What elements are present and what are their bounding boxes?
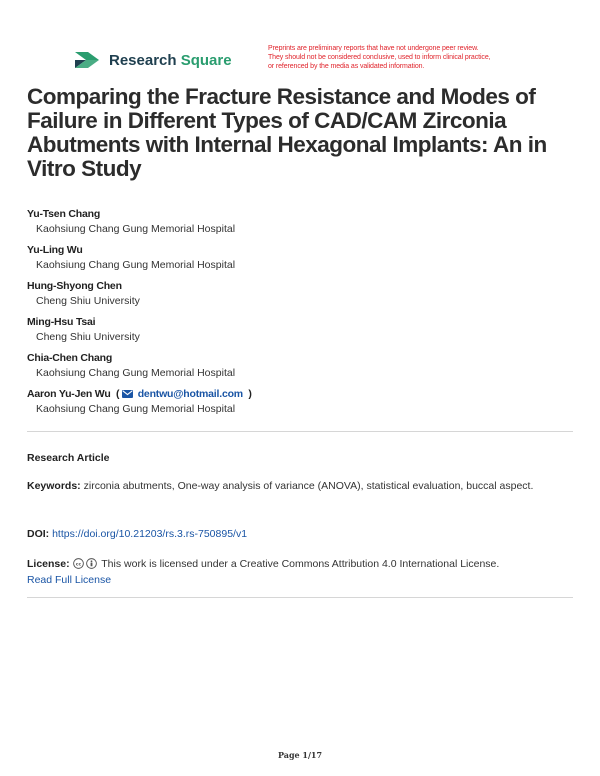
cc-icon xyxy=(73,558,84,569)
keywords-value: zirconia abutments, One-way analysis of variance (ANOVA), statistical evaluation, buccal aspect. xyxy=(83,480,534,492)
license xyxy=(27,556,567,588)
doi-label: DOI: xyxy=(27,528,50,540)
article-type: Research Article xyxy=(27,452,110,464)
doi-link[interactable]: https://doi.org/10.21203/rs.3.rs-750895/v1 xyxy=(52,528,248,540)
email-close-paren: ) xyxy=(245,388,252,400)
author-name[interactable]: Hung-Shyong Chen xyxy=(27,280,122,292)
keywords-label: Keywords: xyxy=(27,480,81,492)
license-label: License: xyxy=(27,558,70,570)
keywords xyxy=(27,478,567,494)
author-name[interactable]: Aaron Yu-Jen Wu xyxy=(27,388,111,400)
author-name[interactable]: Chia-Chen Chang xyxy=(27,352,113,364)
author-email-link[interactable]: dentwu@hotmail.com xyxy=(137,388,243,400)
brand-name xyxy=(109,52,232,69)
author-affiliation: Kaohsiung Chang Gung Memorial Hospital xyxy=(36,223,236,235)
brand-header xyxy=(73,46,232,74)
brand-name-part2: Square xyxy=(180,51,232,69)
author-entry xyxy=(27,351,575,387)
preprint-notice xyxy=(268,44,538,71)
svg-text:cc: cc xyxy=(75,562,81,568)
author-entry xyxy=(27,315,575,351)
author-entry xyxy=(27,243,575,279)
page-number: Page 1/17 xyxy=(277,750,323,760)
author-list xyxy=(27,207,575,423)
author-entry xyxy=(27,207,575,243)
email-open-paren: ( xyxy=(113,388,120,400)
license-text: This work is licensed under a Creative Commons Attribution 4.0 International License. xyxy=(101,558,500,570)
author-affiliation: Cheng Shiu University xyxy=(36,295,140,307)
author-entry xyxy=(27,387,575,423)
divider xyxy=(27,431,573,432)
author-affiliation: Cheng Shiu University xyxy=(36,331,140,343)
author-affiliation: Kaohsiung Chang Gung Memorial Hospital xyxy=(36,403,236,415)
author-name[interactable]: Ming-Hsu Tsai xyxy=(27,316,96,328)
paper-title: Comparing the Fracture Resistance and Modes of Failure in Different Types of CAD/CAM Zirconia Abutments with Internal Hexagonal Implants: An in Vitro Study xyxy=(27,84,547,181)
doi xyxy=(27,526,567,542)
author-name[interactable]: Yu-Ling Wu xyxy=(27,244,83,256)
notice-line-2: They should not be considered conclusive, used to inform clinical practice, xyxy=(268,54,491,61)
corresponding-author xyxy=(27,387,575,401)
notice-line-3: or referenced by the media as validated information. xyxy=(268,63,425,70)
by-icon xyxy=(86,558,97,569)
divider xyxy=(27,597,573,598)
author-entry xyxy=(27,279,575,315)
brand-name-part1: Research xyxy=(109,51,177,69)
author-affiliation: Kaohsiung Chang Gung Memorial Hospital xyxy=(36,259,236,271)
mail-icon xyxy=(122,390,133,398)
author-affiliation: Kaohsiung Chang Gung Memorial Hospital xyxy=(36,367,236,379)
research-square-logo-icon xyxy=(73,46,101,74)
author-name[interactable]: Yu-Tsen Chang xyxy=(27,208,101,220)
notice-line-1: Preprints are preliminary reports that have not undergone peer review. xyxy=(268,45,479,52)
read-full-license-link[interactable]: Read Full License xyxy=(27,574,112,586)
